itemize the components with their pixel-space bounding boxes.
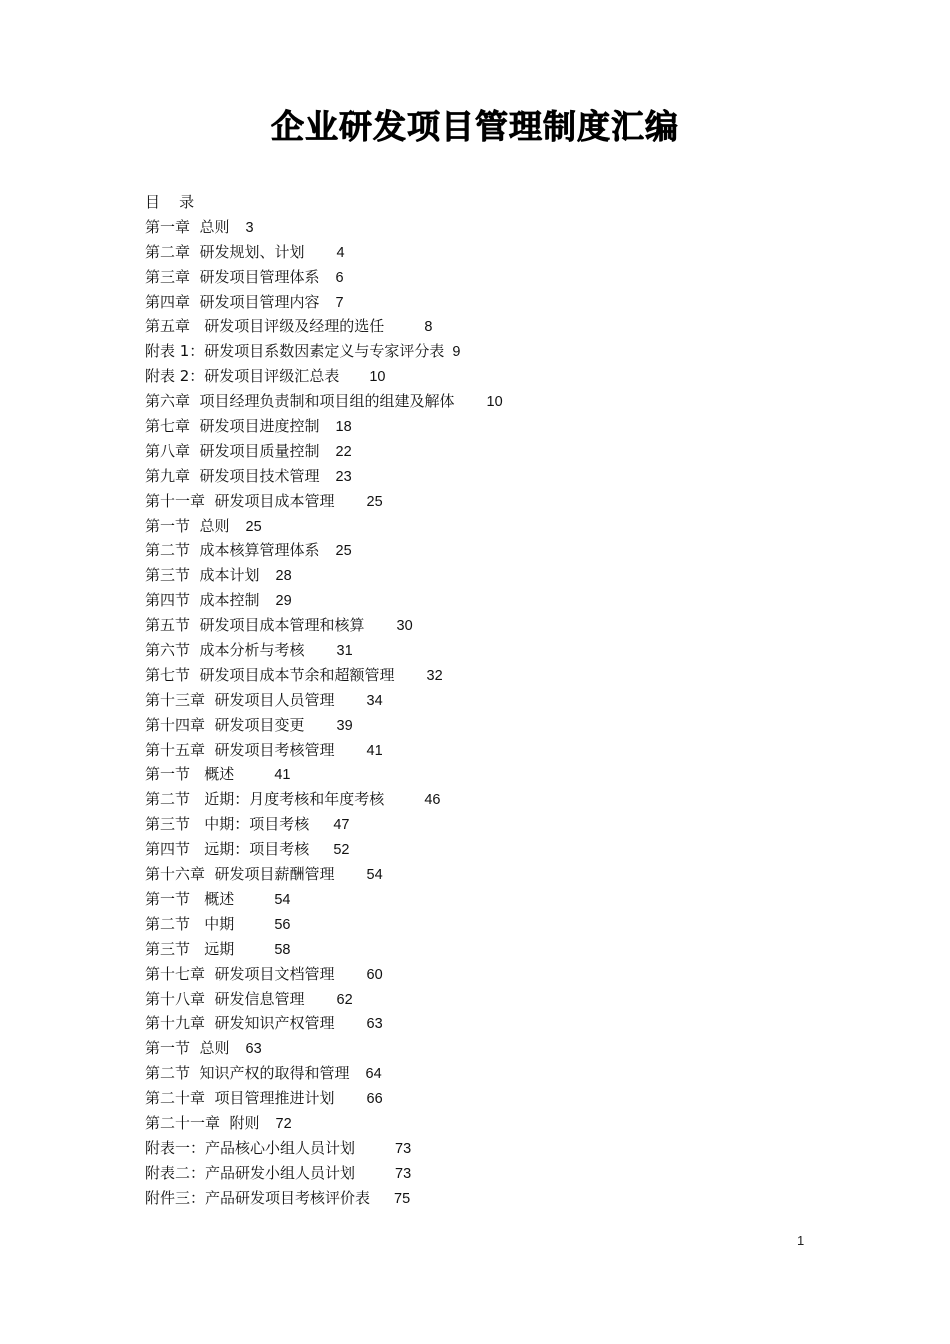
toc-entry-page: 52 [333,842,350,859]
toc-entry [145,713,865,738]
toc-entry-label: 第一节 总则 [145,516,230,535]
toc-entry-page: 34 [366,692,383,709]
toc-entry-page: 54 [366,867,383,884]
toc-entry [145,738,865,763]
toc-entry-label: 第三节 中期：项目考核 [145,815,310,834]
toc-entry [145,613,865,638]
toc-entry-page: 63 [245,1041,262,1058]
toc-entry-page: 41 [274,767,291,784]
toc-entry-label: 第一节 概述 [145,889,235,908]
toc-entry-page: 6 [335,269,344,286]
toc-entry-page: 18 [335,419,352,436]
toc-entry-label: 第四章 研发项目管理内容 [145,292,320,311]
toc-entry-page: 4 [336,244,345,261]
toc-entry [145,638,865,663]
toc-entry-label: 第七节 研发项目成本节余和超额管理 [145,665,395,684]
toc-entry [145,887,865,912]
toc-entry [145,1186,865,1211]
toc-entry-page: 66 [366,1091,383,1108]
toc-entry-page: 28 [275,568,292,585]
toc-entry [145,514,865,539]
toc-entry-label: 第二章 研发规划、计划 [145,242,305,261]
toc-entry [145,588,865,613]
toc-entry-label: 附表一：产品核心小组人员计划 [145,1138,356,1157]
toc-entry-label: 第一节 总则 [145,1039,230,1058]
toc-entry [145,464,865,489]
toc-entry-page: 25 [245,518,262,535]
toc-entry-page: 39 [336,717,353,734]
toc-entry [145,290,865,315]
toc-entry-page: 75 [394,1190,411,1207]
toc-heading: 目 录 [145,193,195,211]
toc-entry-label: 第六章 项目经理负责制和项目组的组建及解体 [145,392,455,411]
toc-entry [145,414,865,439]
toc-entries [145,215,865,1211]
toc-entry [145,314,865,339]
toc-entry-page: 46 [424,792,441,809]
toc-entry [145,912,865,937]
toc-entry [145,688,865,713]
toc-entry-label: 第九章 研发项目技术管理 [145,466,320,485]
toc-entry-label: 第四节 成本控制 [145,591,260,610]
toc-entry-label: 第十六章 研发项目薪酬管理 [145,865,335,884]
toc-entry-label: 第一节 概述 [145,765,235,784]
toc-entry-label: 第六节 成本分析与考核 [145,641,305,660]
toc-entry [145,837,865,862]
toc-entry-label: 第十四章 研发项目变更 [145,715,305,734]
toc-entry-page: 73 [395,1165,412,1182]
toc-entry-label: 第二十章 项目管理推进计划 [145,1089,335,1108]
toc-entry-label: 第三节 成本计划 [145,566,260,585]
toc-entry-label: 第七章 研发项目进度控制 [145,417,320,436]
toc-entry [145,389,865,414]
toc-entry [145,265,865,290]
page-number: 1 [797,1233,805,1248]
toc-entry-page: 64 [365,1066,382,1083]
toc-entry-label: 第三节 远期 [145,939,235,958]
toc-entry-page: 9 [452,344,461,361]
toc-entry-label: 第一章 总则 [145,217,230,236]
toc-entry [145,812,865,837]
toc-entry-page: 29 [275,593,292,610]
toc-entry [145,1111,865,1136]
toc-entry-page: 8 [424,319,433,336]
table-of-contents [145,190,865,1211]
toc-entry-page: 25 [335,543,352,560]
toc-entry [145,364,865,389]
toc-entry-page: 72 [275,1115,292,1132]
toc-entry-label: 第十八章 研发信息管理 [145,989,305,1008]
toc-entry-label: 第二节 近期：月度考核和年度考核 [145,790,385,809]
toc-entry [145,1036,865,1061]
toc-entry-label: 附件三：产品研发项目考核评价表 [145,1188,371,1207]
toc-entry [145,663,865,688]
toc-entry [145,240,865,265]
toc-entry [145,1011,865,1036]
toc-entry [145,439,865,464]
toc-entry-label: 附表 2：研发项目评级汇总表 [145,367,340,386]
toc-entry [145,339,865,364]
toc-entry-label: 第三章 研发项目管理体系 [145,267,320,286]
toc-entry-page: 56 [274,916,291,933]
toc-entry [145,1086,865,1111]
toc-entry-page: 54 [274,891,291,908]
toc-entry [145,987,865,1012]
toc-entry-page: 32 [426,667,443,684]
toc-entry-label: 第四节 远期：项目考核 [145,840,310,859]
toc-entry-page: 30 [396,618,413,635]
toc-entry-label: 附表 1：研发项目系数因素定义与专家评分表 [145,342,445,361]
toc-entry-page: 10 [486,394,503,411]
toc-entry-page: 7 [335,294,344,311]
toc-entry-page: 41 [366,742,383,759]
toc-entry [145,762,865,787]
toc-entry-label: 第五节 研发项目成本管理和核算 [145,616,365,635]
toc-entry-label: 第二节 中期 [145,914,235,933]
toc-entry-page: 23 [335,468,352,485]
toc-entry [145,937,865,962]
toc-entry-page: 47 [333,817,350,834]
toc-entry [145,1061,865,1086]
toc-entry-page: 10 [369,369,386,386]
toc-entry [145,489,865,514]
document-title: 企业研发项目管理制度汇编 [271,107,679,146]
toc-entry [145,962,865,987]
toc-entry-page: 73 [395,1140,412,1157]
toc-entry-label: 第十一章 研发项目成本管理 [145,491,335,510]
toc-entry-label: 第八章 研发项目质量控制 [145,441,320,460]
toc-entry-page: 58 [274,941,291,958]
toc-entry-label: 第二节 知识产权的取得和管理 [145,1064,350,1083]
toc-entry-label: 附表二：产品研发小组人员计划 [145,1163,356,1182]
toc-entry-page: 60 [366,966,383,983]
toc-entry-page: 62 [336,991,353,1008]
toc-entry-label: 第十三章 研发项目人员管理 [145,690,335,709]
toc-entry-page: 3 [245,219,254,236]
toc-entry [145,1136,865,1161]
toc-entry-page: 22 [335,443,352,460]
toc-entry-page: 31 [336,643,353,660]
toc-entry [145,862,865,887]
toc-entry [145,215,865,240]
toc-entry-page: 63 [366,1016,383,1033]
toc-entry-label: 第十九章 研发知识产权管理 [145,1014,335,1033]
toc-entry-label: 第二节 成本核算管理体系 [145,541,320,560]
toc-entry-label: 第二十一章 附则 [145,1113,260,1132]
toc-entry-label: 第十七章 研发项目文档管理 [145,964,335,983]
toc-entry [145,563,865,588]
toc-entry [145,538,865,563]
toc-entry [145,1161,865,1186]
toc-entry-page: 25 [366,493,383,510]
toc-entry [145,787,865,812]
toc-entry-label: 第十五章 研发项目考核管理 [145,740,335,759]
toc-entry-label: 第五章 研发项目评级及经理的选任 [145,317,385,336]
